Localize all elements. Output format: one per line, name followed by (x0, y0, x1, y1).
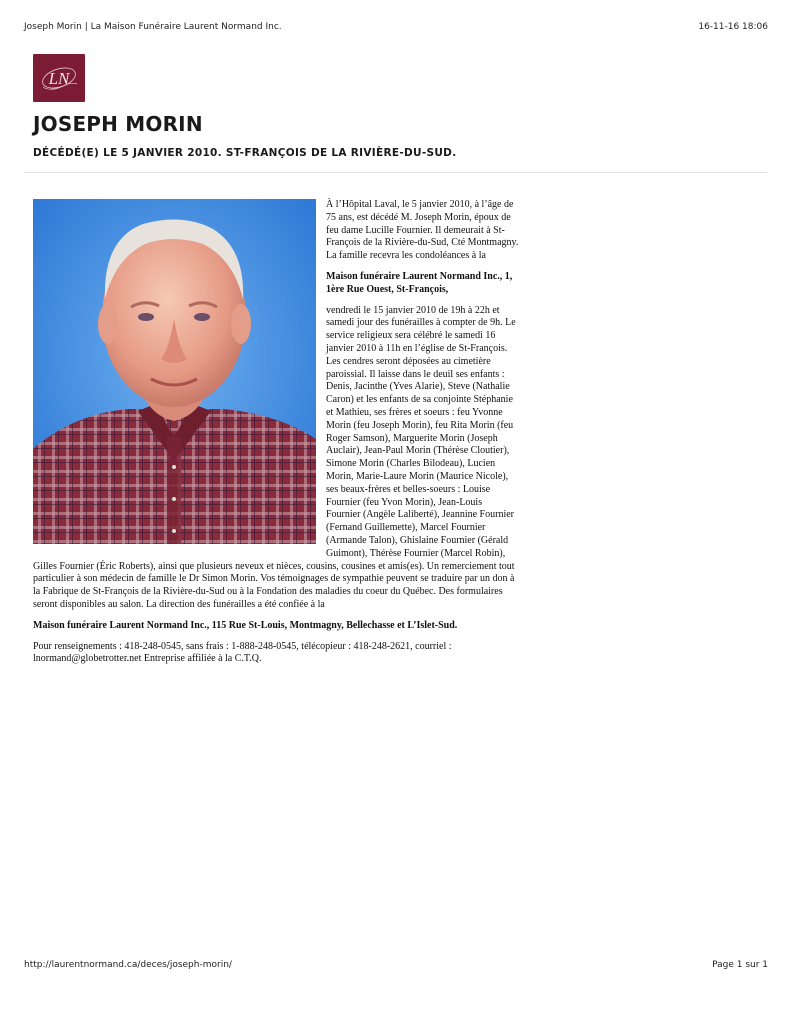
print-header (24, 22, 768, 32)
page-title: JOSEPH MORIN (33, 112, 203, 136)
logo-emblem-icon (33, 54, 85, 102)
funeral-home-address-2: Maison funéraire Laurent Normand Inc., 115 Rue St-Louis, Montmagny, Bellechasse et L’Islet-Sud. (33, 619, 458, 631)
print-url: http://laurentnormand.ca/deces/joseph-morin/ (24, 960, 232, 970)
print-page-title: Joseph Morin | La Maison Funéraire Laurent Normand Inc. (24, 22, 282, 32)
print-footer (24, 960, 768, 970)
funeral-home-address-1: Maison funéraire Laurent Normand Inc., 1, 1ère Rue Ouest, St-François, (326, 270, 513, 295)
obituary-article (33, 199, 519, 674)
logo-monogram: LN (48, 69, 70, 88)
obituary-paragraph-1: À l’Hôpital Laval, le 5 janvier 2010, à l’âge de 75 ans, est décédé M. Joseph Morin, époux de feu dame Lucille Fournier. Il demeurait à St-François de la Rivière-du-Sud, Cté Montmagny. La famille recevra les condoléances à la (326, 199, 519, 262)
header-divider (24, 172, 767, 173)
contact-info: Pour renseignements : 418-248-0545, sans frais : 1-888-248-0545, télécopieur : 418-248-2621, courriel : lnormand@globetrotter.net Entreprise affiliée à la C.T.Q. (33, 640, 452, 665)
site-logo[interactable] (33, 54, 85, 102)
print-page-number: Page 1 sur 1 (712, 960, 768, 970)
obituary-paragraph-2: vendredi le 15 janvier 2010 de 19h à 22h et samedi jour des funérailles à compter de 9h. Le service religieux sera célébré le samedi 16 janvier 2010 à 11h en l’église de St-François. Les cendres seront déposées au cimetière paroissial. Il laisse dans le deuil ses enfants : Denis, Jacinthe (Yves Alarie), Steve (Nathalie Caron) et les enfants de sa conjointe Stéphanie et Mathieu, ses frères et soeurs : feu Yvonne Morin (feu Joseph Morin), feu Rita Morin (feu Roger Samson), Marguerite Morin (Joseph Auclair), Jean-Paul Morin (Thérèse Cloutier), Simone Morin (Charles Bilodeau), Lucien Morin, Marie-Laure Morin (Maurice Nicole), ses beaux-frères et belles-soeurs : Louise Fournier (feu Yvon Morin), Jean-Louis Fournier (Angèle Laliberté), Jeannine Fournier (Fernand Guillemette), Marcel Fournier (Armande Talon), Ghislaine Fournier (Gérald Guimont), Thérèse Fournier (Marcel Robin), Gilles Fournier (Éric Roberts), ainsi que plusieurs neveux et nièces, cousins, cousines et amis(es). Un remerciement tout particulier à son médecin de famille le Dr Simon Morin. Vos témoignages de sympathie peuvent se traduire par un don à la Fabrique de St-François de la Rivière-du-Sud ou à la Fondation des maladies du coeur du Québec. Des formulaires seront disponibles au salon. La direction des funérailles a été confiée à la (33, 304, 516, 610)
portrait-photo (33, 199, 316, 544)
page-subtitle: DÉCÉDÉ(E) LE 5 JANVIER 2010. ST-FRANÇOIS DE LA RIVIÈRE-DU-SUD. (33, 147, 457, 159)
print-datetime: 16-11-16 18:06 (698, 22, 768, 32)
